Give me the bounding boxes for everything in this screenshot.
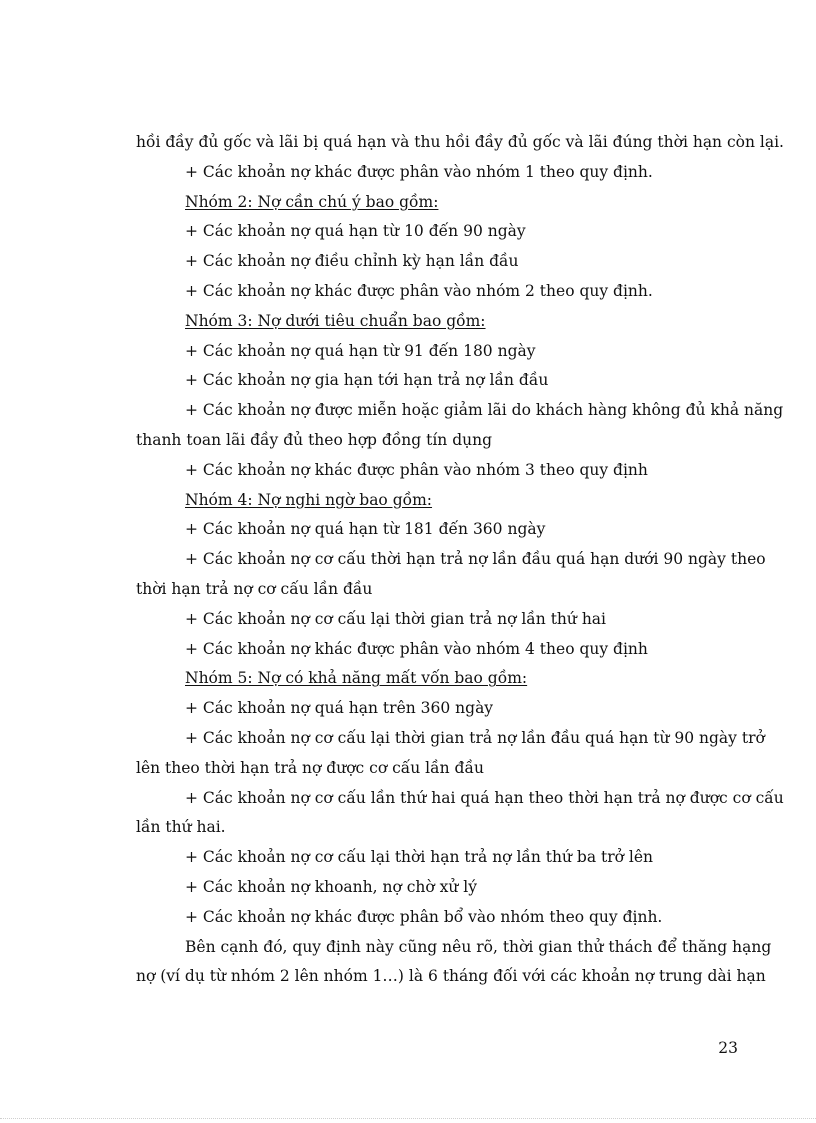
page-number: 23 — [718, 1039, 738, 1057]
bullet-item: + Các khoản nợ cơ cấu lại thời hạn trả nợ lần thứ ba trở lên — [185, 848, 654, 867]
bullet-item: + Các khoản nợ được miễn hoặc giảm lãi do khách hàng không đủ khả năng — [185, 401, 784, 420]
page-bottom-divider — [0, 1118, 816, 1119]
section-heading — [136, 486, 737, 516]
bullet-item: + Các khoản nợ khác được phân vào nhóm 3 theo quy định — [185, 460, 648, 479]
bullet-item: + Các khoản nợ khác được phân vào nhóm 2 theo quy định. — [185, 281, 653, 300]
section-heading — [136, 664, 737, 694]
bullet-item: + Các khoản nợ quá hạn trên 360 ngày — [185, 699, 494, 718]
bullet-item: + Các khoản nợ điều chỉnh kỳ hạn lần đầu — [185, 252, 519, 271]
bullet-item: + Các khoản nợ khác được phân vào nhóm 4 theo quy định — [185, 639, 648, 658]
heading-label: Nhóm 3: Nợ dưới tiêu chuẩn bao gồm: — [185, 311, 486, 330]
section-heading — [136, 307, 737, 337]
bullet-item: + Các khoản nợ quá hạn từ 181 đến 360 ngày — [185, 520, 546, 539]
text-line: hồi đầy đủ gốc và lãi bị quá hạn và thu hồi đầy đủ gốc và lãi đúng thời hạn còn lại. — [136, 133, 784, 151]
bullet-item: + Các khoản nợ cơ cấu lại thời gian trả nợ lần thứ hai — [185, 609, 607, 628]
bullet-item: + Các khoản nợ cơ cấu lần thứ hai quá hạn theo thời hạn trả nợ được cơ cấu — [185, 788, 784, 807]
bullet-item: + Các khoản nợ khoanh, nợ chờ xử lý — [185, 877, 478, 896]
text-line: lên theo thời hạn trả nợ được cơ cấu lần đầu — [136, 758, 484, 777]
bullet-item: + Các khoản nợ cơ cấu lại thời gian trả nợ lần đầu quá hạn từ 90 ngày trở — [185, 728, 765, 747]
paragraph-line: Bên cạnh đó, quy định này cũng nêu rõ, thời gian thử thách để thăng hạng — [185, 937, 772, 956]
bullet-item: + Các khoản nợ cơ cấu thời hạn trả nợ lần đầu quá hạn dưới 90 ngày theo — [185, 550, 766, 569]
body-text — [136, 128, 784, 992]
bullet-item: + Các khoản nợ khác được phân vào nhóm 1 theo quy định. — [185, 162, 653, 181]
paragraph-line: nợ (ví dụ từ nhóm 2 lên nhóm 1…) là 6 tháng đối với các khoản nợ trung dài hạn — [136, 967, 766, 986]
bullet-item: + Các khoản nợ khác được phân bổ vào nhóm theo quy định. — [185, 907, 663, 926]
text-line: lần thứ hai. — [136, 818, 226, 837]
heading-label: Nhóm 5: Nợ có khả năng mất vốn bao gồm: — [185, 669, 528, 688]
heading-label: Nhóm 4: Nợ nghi ngờ bao gồm: — [185, 490, 433, 509]
text-line: thanh toan lãi đầy đủ theo hợp đồng tín dụng — [136, 430, 493, 449]
text-line: thời hạn trả nợ cơ cấu lần đầu — [136, 579, 373, 598]
heading-label: Nhóm 2: Nợ cần chú ý bao gồm: — [185, 192, 439, 211]
bullet-item: + Các khoản nợ quá hạn từ 10 đến 90 ngày — [185, 222, 526, 241]
section-heading — [136, 188, 737, 218]
bullet-item: + Các khoản nợ gia hạn tới hạn trả nợ lần đầu — [185, 371, 549, 390]
bullet-item: + Các khoản nợ quá hạn từ 91 đến 180 ngày — [185, 341, 536, 360]
